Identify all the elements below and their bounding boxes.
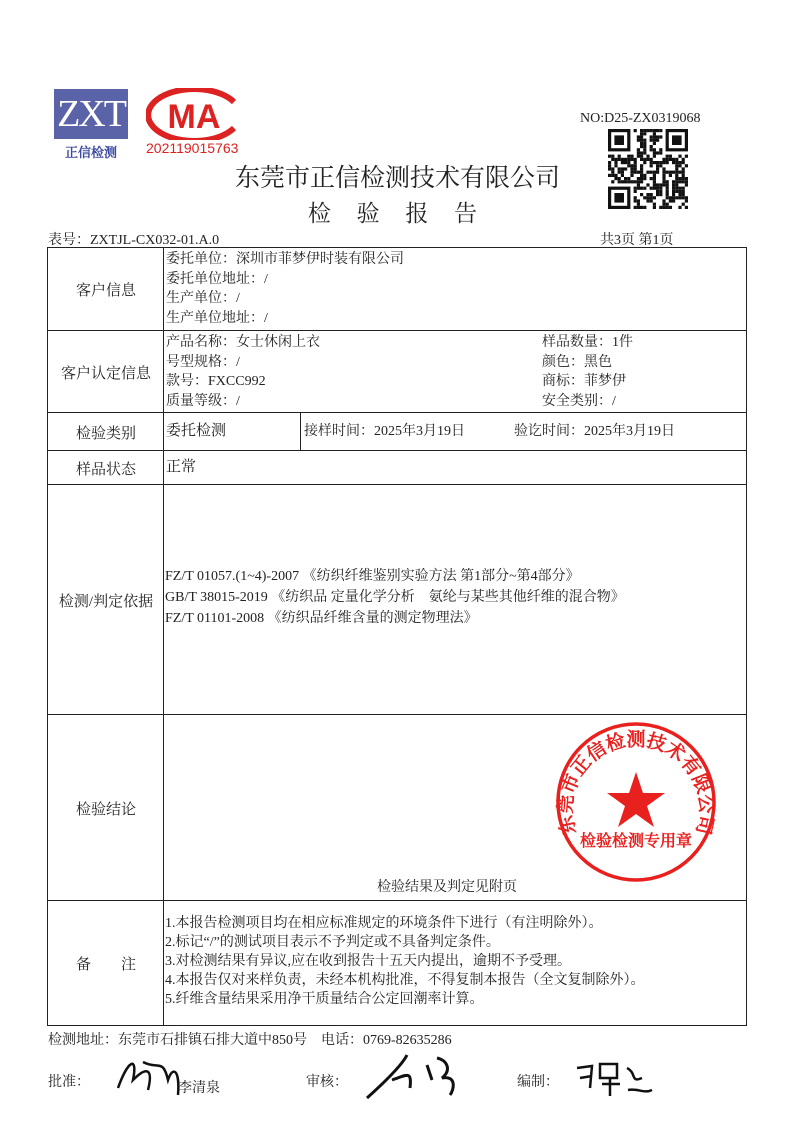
- standards-lines: [165, 566, 625, 629]
- approver-name: 李清泉: [178, 1081, 220, 1096]
- reviewer-signature: [362, 1050, 462, 1102]
- color: 颜色：黑色: [542, 354, 612, 370]
- remark-item: 2.标记“/”的测试项目表示不予判定或不具备判定条件。: [165, 935, 500, 950]
- company-seal-stamp: [554, 720, 718, 884]
- conclusion-value: 检验结果及判定见附页: [377, 880, 517, 895]
- inspection-type-label: 检验类别: [75, 425, 136, 442]
- zxt-logo-subtitle: 正信检测: [64, 145, 117, 160]
- remark-item: 4.本报告仅对来样负责，未经本机构批准，不得复制本报告（全文复制除外）。: [165, 973, 645, 988]
- review-label: 审核：: [306, 1075, 348, 1090]
- page-count: 共3页 第1页: [600, 233, 674, 248]
- remark-item: 5.纤维含量结果采用净干质量结合公定回潮率计算。: [165, 992, 484, 1007]
- test-address: 检测地址：东莞市石排镇石排大道中850号 电话：0769-82635286: [48, 1033, 452, 1048]
- client-address: 委托单位地址：/: [166, 271, 268, 287]
- style-number: 款号：FXCC992: [166, 374, 266, 389]
- received-date: 接样时间：2025年3月19日: [304, 424, 465, 439]
- cma-number: 202119015763: [146, 140, 239, 156]
- svg-text:东莞市正信检测技术有限公司: 东莞市正信检测技术有限公司: [555, 729, 717, 837]
- compile-label: 编制：: [517, 1075, 559, 1090]
- conclusion-label: 检验结论: [75, 801, 136, 818]
- inspection-type-value: 委托检测: [166, 423, 227, 439]
- standard-item: GB/T 38015-2019 《纺织品 定量化学分析 氨纶与某些其他纤维的混合物》: [165, 590, 625, 605]
- customer-info-lines: [166, 250, 404, 328]
- brand: 商标：菲梦伊: [542, 374, 626, 389]
- remarks-label: 备 注: [75, 956, 136, 973]
- quality-grade: 质量等级：/: [166, 393, 240, 409]
- product-name: 产品名称：女士休闲上衣: [166, 335, 320, 350]
- completed-date: 验讫时间：2025年3月19日: [514, 424, 675, 439]
- remark-item: 1.本报告检测项目均在相应标准规定的环境条件下进行（有注明除外）。: [165, 916, 603, 931]
- approver-signature: [108, 1050, 188, 1100]
- remarks-lines: [165, 914, 645, 1009]
- company-name: 东莞市正信检测技术有限公司: [234, 165, 560, 192]
- sample-state-label: 样品状态: [75, 461, 136, 478]
- declared-left: [166, 333, 320, 411]
- divider: [300, 412, 301, 450]
- manufacturer: 生产单位：/: [166, 291, 240, 306]
- manufacturer-address: 生产单位地址：/: [166, 310, 268, 326]
- remark-item: 3.对检测结果有异议,应在收到报告十五天内提出，逾期不予受理。: [165, 954, 571, 969]
- cma-logo: [146, 88, 242, 140]
- approve-label: 批准：: [48, 1075, 90, 1090]
- report-table: [47, 247, 747, 1026]
- sample-state-value: 正常: [166, 459, 197, 475]
- report-number: NO:D25-ZX0319068: [580, 111, 701, 126]
- declared-right: [542, 333, 633, 411]
- svg-text:MA: MA: [167, 98, 221, 136]
- customer-declared-label: 客户认定信息: [60, 365, 151, 382]
- standards-label: 检测/判定依据: [58, 593, 154, 610]
- svg-text:检验检测专用章: 检验检测专用章: [579, 833, 693, 850]
- report-title: 检 验 报 告: [307, 201, 488, 226]
- form-number: 表号：ZXTJL-CX032-01.A.0: [48, 233, 220, 248]
- size-spec: 号型规格：/: [166, 354, 240, 370]
- sample-quantity: 样品数量：1件: [542, 335, 633, 350]
- safety-category: 安全类别：/: [542, 393, 616, 409]
- standard-item: FZ/T 01057.(1~4)-2007 《纺织纤维鉴别实验方法 第1部分~第4部分》: [165, 569, 580, 584]
- compiler-signature: [572, 1058, 657, 1098]
- customer-info-label: 客户信息: [75, 282, 136, 299]
- zxt-logo: ZXT: [54, 89, 128, 139]
- standard-item: FZ/T 01101-2008 《纺织品纤维含量的测定物理法》: [165, 611, 478, 626]
- client-name: 委托单位：深圳市菲梦伊时装有限公司: [166, 252, 404, 267]
